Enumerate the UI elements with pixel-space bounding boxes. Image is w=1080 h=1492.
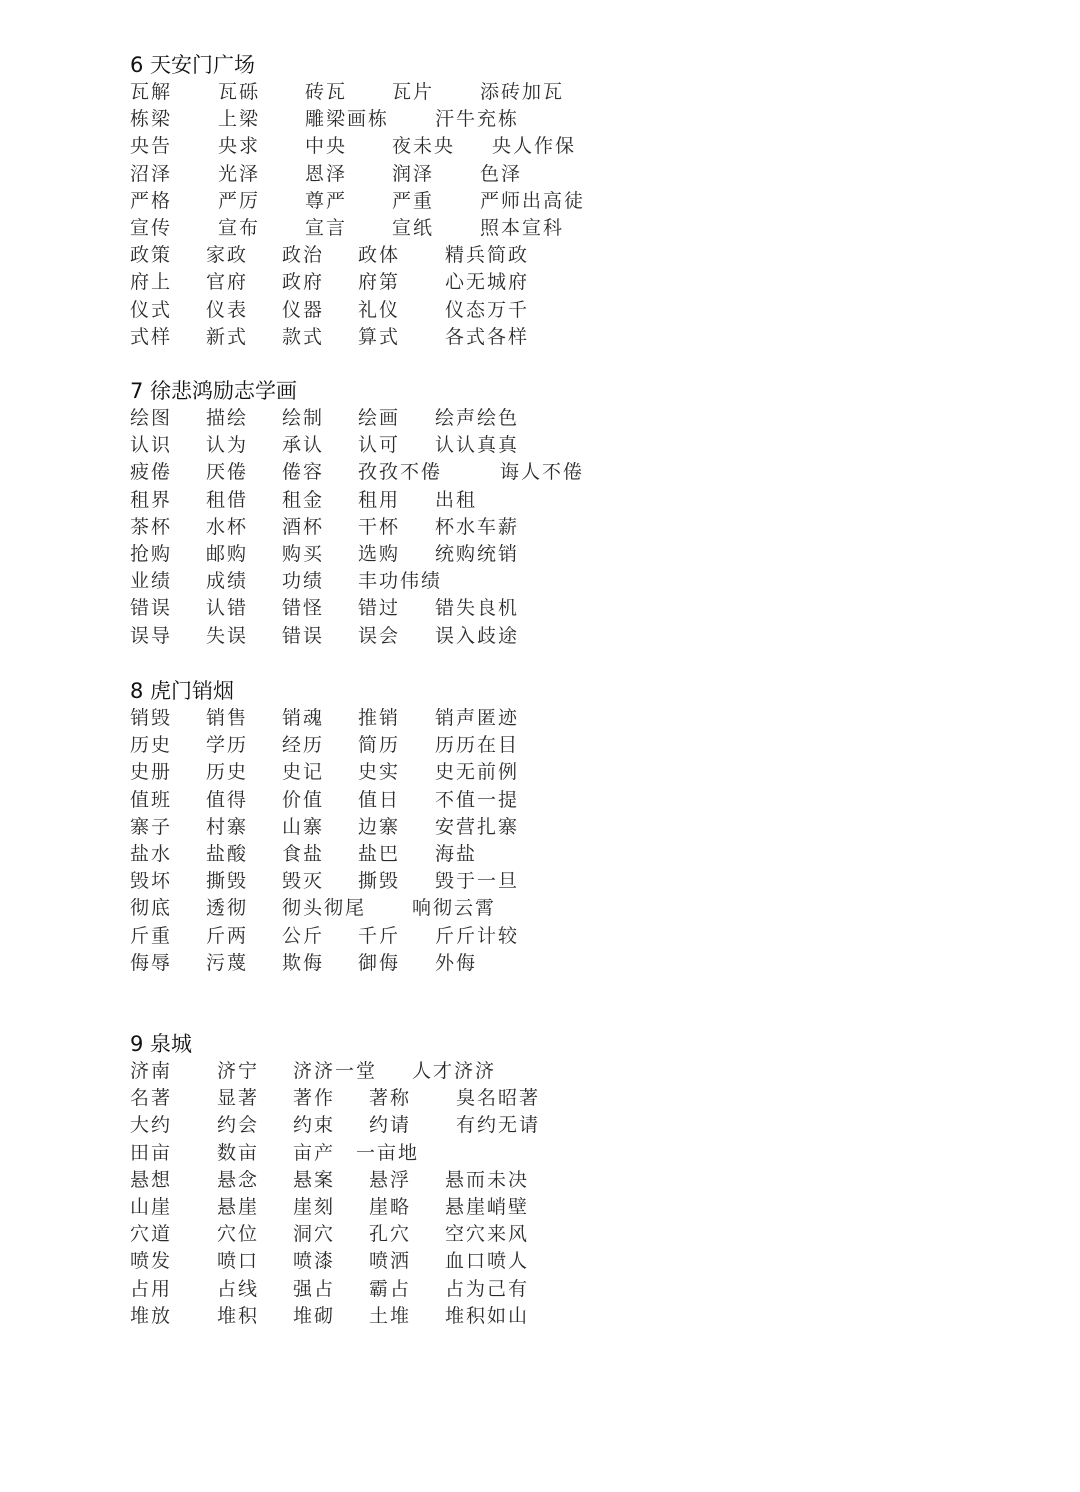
word-item: 历史 (206, 761, 249, 784)
word-item: 值得 (206, 788, 249, 811)
word-item: 孜孜不倦 (358, 461, 443, 484)
word-item: 喷口 (217, 1250, 260, 1273)
word-item: 绘画 (358, 407, 401, 429)
word-item: 悬想 (130, 1168, 173, 1191)
word-item: 汗牛充栋 (435, 108, 520, 131)
word-item: 央求 (218, 135, 261, 158)
section-8 (130, 678, 650, 977)
section-7 (130, 378, 650, 650)
word-item: 占线 (217, 1277, 260, 1300)
word-item: 色泽 (480, 162, 523, 185)
word-row (130, 269, 650, 296)
word-item: 历史 (130, 734, 173, 757)
word-item: 公斤 (282, 924, 325, 947)
word-item: 村寨 (206, 815, 249, 838)
word-item: 宣言 (305, 216, 348, 239)
word-item: 悬而未决 (445, 1168, 530, 1191)
word-item: 土堆 (369, 1304, 412, 1327)
word-item: 响彻云霄 (412, 897, 497, 920)
word-row (130, 814, 650, 841)
word-item: 毁灭 (282, 870, 325, 893)
word-item: 误入歧途 (435, 624, 520, 647)
word-item: 家政 (206, 244, 249, 267)
word-item: 政体 (358, 244, 401, 267)
word-item: 各式各样 (445, 325, 530, 348)
word-item: 血口喷人 (445, 1250, 530, 1273)
word-item: 认认真真 (435, 434, 520, 457)
word-item: 中央 (305, 135, 348, 158)
word-item: 约请 (369, 1114, 412, 1137)
word-item: 史记 (282, 761, 325, 784)
word-row (130, 732, 650, 759)
word-row (130, 161, 650, 188)
word-item: 宣纸 (392, 216, 435, 239)
word-row (130, 1276, 650, 1303)
word-item: 撕毁 (358, 870, 401, 893)
word-row (130, 215, 650, 242)
word-item: 绘制 (282, 407, 325, 429)
word-item: 数亩 (217, 1141, 260, 1164)
word-item: 悬崖 (217, 1195, 260, 1218)
word-item: 堆积如山 (445, 1304, 530, 1327)
word-row (130, 106, 650, 133)
word-item: 山寨 (282, 815, 325, 838)
word-item: 销声匿迹 (435, 707, 520, 729)
word-item: 有约无请 (456, 1114, 541, 1137)
word-item: 误会 (358, 624, 401, 647)
word-item: 经历 (282, 734, 325, 757)
word-item: 错怪 (282, 597, 325, 620)
word-item: 成绩 (206, 570, 249, 593)
word-row (130, 895, 650, 922)
word-item: 学历 (206, 734, 249, 757)
word-item: 值班 (130, 788, 173, 811)
word-item: 错误 (282, 624, 325, 647)
word-row (130, 1221, 650, 1248)
word-item: 史实 (358, 761, 401, 784)
word-item: 仪式 (130, 298, 173, 321)
word-item: 统购统销 (435, 542, 520, 565)
word-item: 强占 (293, 1277, 336, 1300)
word-item: 销魂 (282, 707, 325, 729)
word-row (130, 297, 650, 324)
word-item: 宣布 (218, 216, 261, 239)
word-item: 仪态万千 (445, 298, 530, 321)
word-row (130, 514, 650, 541)
word-row (130, 1058, 650, 1085)
word-row (130, 759, 650, 786)
word-item: 租用 (358, 488, 401, 511)
word-item: 斤重 (130, 924, 173, 947)
word-item: 边寨 (358, 815, 401, 838)
word-item: 严师出高徒 (480, 189, 586, 212)
word-row (130, 188, 650, 215)
word-item: 价值 (282, 788, 325, 811)
word-item: 雕梁画栋 (305, 108, 390, 131)
word-item: 政府 (282, 271, 325, 294)
word-item: 悬浮 (369, 1168, 412, 1191)
word-list (130, 705, 650, 977)
word-item: 出租 (435, 488, 478, 511)
word-item: 政策 (130, 244, 173, 267)
word-item: 食盐 (282, 842, 325, 865)
word-list (130, 405, 650, 650)
word-item: 毁于一旦 (435, 870, 520, 893)
word-row (130, 405, 650, 432)
word-item: 严厉 (218, 189, 261, 212)
word-item: 新式 (206, 325, 249, 348)
word-item: 功绩 (282, 570, 325, 593)
word-item: 绘声绘色 (435, 407, 520, 429)
word-item: 海盐 (435, 842, 478, 865)
word-item: 悬案 (293, 1168, 336, 1191)
word-row (130, 705, 650, 732)
word-item: 租界 (130, 488, 173, 511)
word-item: 府第 (358, 271, 401, 294)
word-item: 喷发 (130, 1250, 173, 1273)
section-title: 8 虎门销烟 (130, 679, 235, 703)
word-row (130, 841, 650, 868)
word-item: 约会 (217, 1114, 260, 1137)
word-item: 夜未央 (392, 135, 456, 158)
word-item: 瓦砾 (218, 81, 261, 103)
word-item: 认识 (130, 434, 173, 457)
word-row (130, 1112, 650, 1139)
word-item: 堆砌 (293, 1304, 336, 1327)
word-item: 穴位 (217, 1223, 260, 1246)
word-item: 外侮 (435, 951, 478, 974)
word-item: 厌倦 (206, 461, 249, 484)
word-item: 礼仪 (358, 298, 401, 321)
word-item: 描绘 (206, 407, 249, 429)
word-item: 寨子 (130, 815, 173, 838)
word-item: 史册 (130, 761, 173, 784)
word-item: 尊严 (305, 189, 348, 212)
word-item: 斤两 (206, 924, 249, 947)
word-item: 抢购 (130, 542, 173, 565)
word-row (130, 568, 650, 595)
word-item: 心无城府 (445, 271, 530, 294)
word-item: 栋梁 (130, 108, 173, 131)
word-list (130, 1058, 650, 1330)
word-item: 购买 (282, 542, 325, 565)
word-item: 不值一提 (435, 788, 520, 811)
word-item: 撕毁 (206, 870, 249, 893)
word-item: 丰功伟绩 (358, 570, 443, 593)
word-item: 堆积 (217, 1304, 260, 1327)
word-item: 误导 (130, 624, 173, 647)
word-item: 仪器 (282, 298, 325, 321)
word-item: 透彻 (206, 897, 249, 920)
word-row (130, 950, 650, 977)
word-item: 空穴来风 (445, 1223, 530, 1246)
word-item: 大约 (130, 1114, 173, 1137)
word-row (130, 79, 650, 106)
word-item: 盐水 (130, 842, 173, 865)
word-row (130, 623, 650, 650)
word-item: 崖刻 (293, 1195, 336, 1218)
word-row (130, 1194, 650, 1221)
word-item: 侮辱 (130, 951, 173, 974)
word-item: 喷漆 (293, 1250, 336, 1273)
word-item: 仪表 (206, 298, 249, 321)
word-row (130, 324, 650, 351)
word-item: 推销 (358, 707, 401, 729)
word-item: 御侮 (358, 951, 401, 974)
word-row (130, 133, 650, 160)
word-item: 人才济济 (412, 1060, 497, 1082)
word-item: 彻底 (130, 897, 173, 920)
word-list (130, 79, 650, 351)
word-item: 错误 (130, 597, 173, 620)
word-item: 济宁 (217, 1060, 260, 1082)
word-item: 霸占 (369, 1277, 412, 1300)
word-item: 济南 (130, 1060, 173, 1082)
word-item: 照本宣科 (480, 216, 565, 239)
word-item: 占为己有 (445, 1277, 530, 1300)
word-item: 名著 (130, 1087, 173, 1110)
word-item: 污蔑 (206, 951, 249, 974)
word-item: 喷洒 (369, 1250, 412, 1273)
word-item: 值日 (358, 788, 401, 811)
word-item: 诲人不倦 (500, 461, 585, 484)
word-item: 毁坏 (130, 870, 173, 893)
word-item: 瓦片 (392, 81, 435, 103)
section-6 (130, 52, 650, 351)
word-row (130, 1303, 650, 1330)
word-item: 简历 (358, 734, 401, 757)
word-item: 式样 (130, 325, 173, 348)
word-item: 央告 (130, 135, 173, 158)
section-9 (130, 1031, 650, 1330)
word-row (130, 1085, 650, 1112)
word-item: 宣传 (130, 216, 173, 239)
word-item: 崖略 (369, 1195, 412, 1218)
word-item: 销售 (206, 707, 249, 729)
word-item: 孔穴 (369, 1223, 412, 1246)
word-row (130, 459, 650, 486)
word-item: 安营扎寨 (435, 815, 520, 838)
word-item: 认可 (358, 434, 401, 457)
word-item: 砖瓦 (305, 81, 348, 103)
word-item: 斤斤计较 (435, 924, 520, 947)
section-title: 9 泉城 (130, 1032, 193, 1056)
word-row (130, 595, 650, 622)
word-item: 认为 (206, 434, 249, 457)
word-row (130, 868, 650, 895)
word-item: 田亩 (130, 1141, 173, 1164)
word-item: 府上 (130, 271, 173, 294)
word-row (130, 1248, 650, 1275)
word-item: 干杯 (358, 515, 401, 538)
word-item: 杯水车薪 (435, 515, 520, 538)
word-item: 错过 (358, 597, 401, 620)
word-item: 一亩地 (356, 1141, 420, 1164)
word-item: 光泽 (218, 162, 261, 185)
word-item: 绘图 (130, 407, 173, 429)
word-item: 疲倦 (130, 461, 173, 484)
word-item: 错失良机 (435, 597, 520, 620)
section-title: 6 天安门广场 (130, 53, 256, 77)
word-item: 历历在目 (435, 734, 520, 757)
word-item: 添砖加瓦 (480, 81, 565, 103)
word-item: 悬念 (217, 1168, 260, 1191)
word-item: 亩产 (293, 1141, 336, 1164)
word-item: 彻头彻尾 (282, 897, 367, 920)
word-item: 悬崖峭壁 (445, 1195, 530, 1218)
word-item: 约束 (293, 1114, 336, 1137)
word-row (130, 541, 650, 568)
word-item: 租金 (282, 488, 325, 511)
word-row (130, 432, 650, 459)
word-row (130, 242, 650, 269)
word-item: 占用 (130, 1277, 173, 1300)
word-item: 销毁 (130, 707, 173, 729)
word-item: 千斤 (358, 924, 401, 947)
word-item: 认错 (206, 597, 249, 620)
word-row (130, 1140, 650, 1167)
word-item: 选购 (358, 542, 401, 565)
word-row (130, 487, 650, 514)
word-row (130, 787, 650, 814)
word-item: 欺侮 (282, 951, 325, 974)
word-item: 盐酸 (206, 842, 249, 865)
word-item: 洞穴 (293, 1223, 336, 1246)
word-item: 邮购 (206, 542, 249, 565)
word-item: 显著 (217, 1087, 260, 1110)
word-item: 著作 (293, 1087, 336, 1110)
section-title: 7 徐悲鸿励志学画 (130, 379, 298, 403)
word-item: 恩泽 (305, 162, 348, 185)
word-item: 精兵简政 (445, 244, 530, 267)
word-item: 央人作保 (492, 135, 577, 158)
word-item: 官府 (206, 271, 249, 294)
word-item: 堆放 (130, 1304, 173, 1327)
word-item: 失误 (206, 624, 249, 647)
word-item: 润泽 (392, 162, 435, 185)
word-item: 臭名昭著 (456, 1087, 541, 1110)
word-item: 上梁 (218, 108, 261, 131)
word-item: 政治 (282, 244, 325, 267)
word-item: 严重 (392, 189, 435, 212)
word-item: 算式 (358, 325, 401, 348)
word-item: 茶杯 (130, 515, 173, 538)
word-item: 款式 (282, 325, 325, 348)
word-item: 严格 (130, 189, 173, 212)
word-item: 倦容 (282, 461, 325, 484)
word-item: 穴道 (130, 1223, 173, 1246)
word-item: 承认 (282, 434, 325, 457)
word-item: 济济一堂 (293, 1060, 378, 1082)
word-item: 沼泽 (130, 162, 173, 185)
word-row (130, 1167, 650, 1194)
word-item: 瓦解 (130, 81, 173, 103)
word-item: 水杯 (206, 515, 249, 538)
word-item: 业绩 (130, 570, 173, 593)
word-item: 租借 (206, 488, 249, 511)
word-item: 著称 (369, 1087, 412, 1110)
word-item: 山崖 (130, 1195, 173, 1218)
word-item: 酒杯 (282, 515, 325, 538)
word-item: 盐巴 (358, 842, 401, 865)
word-row (130, 923, 650, 950)
word-item: 史无前例 (435, 761, 520, 784)
